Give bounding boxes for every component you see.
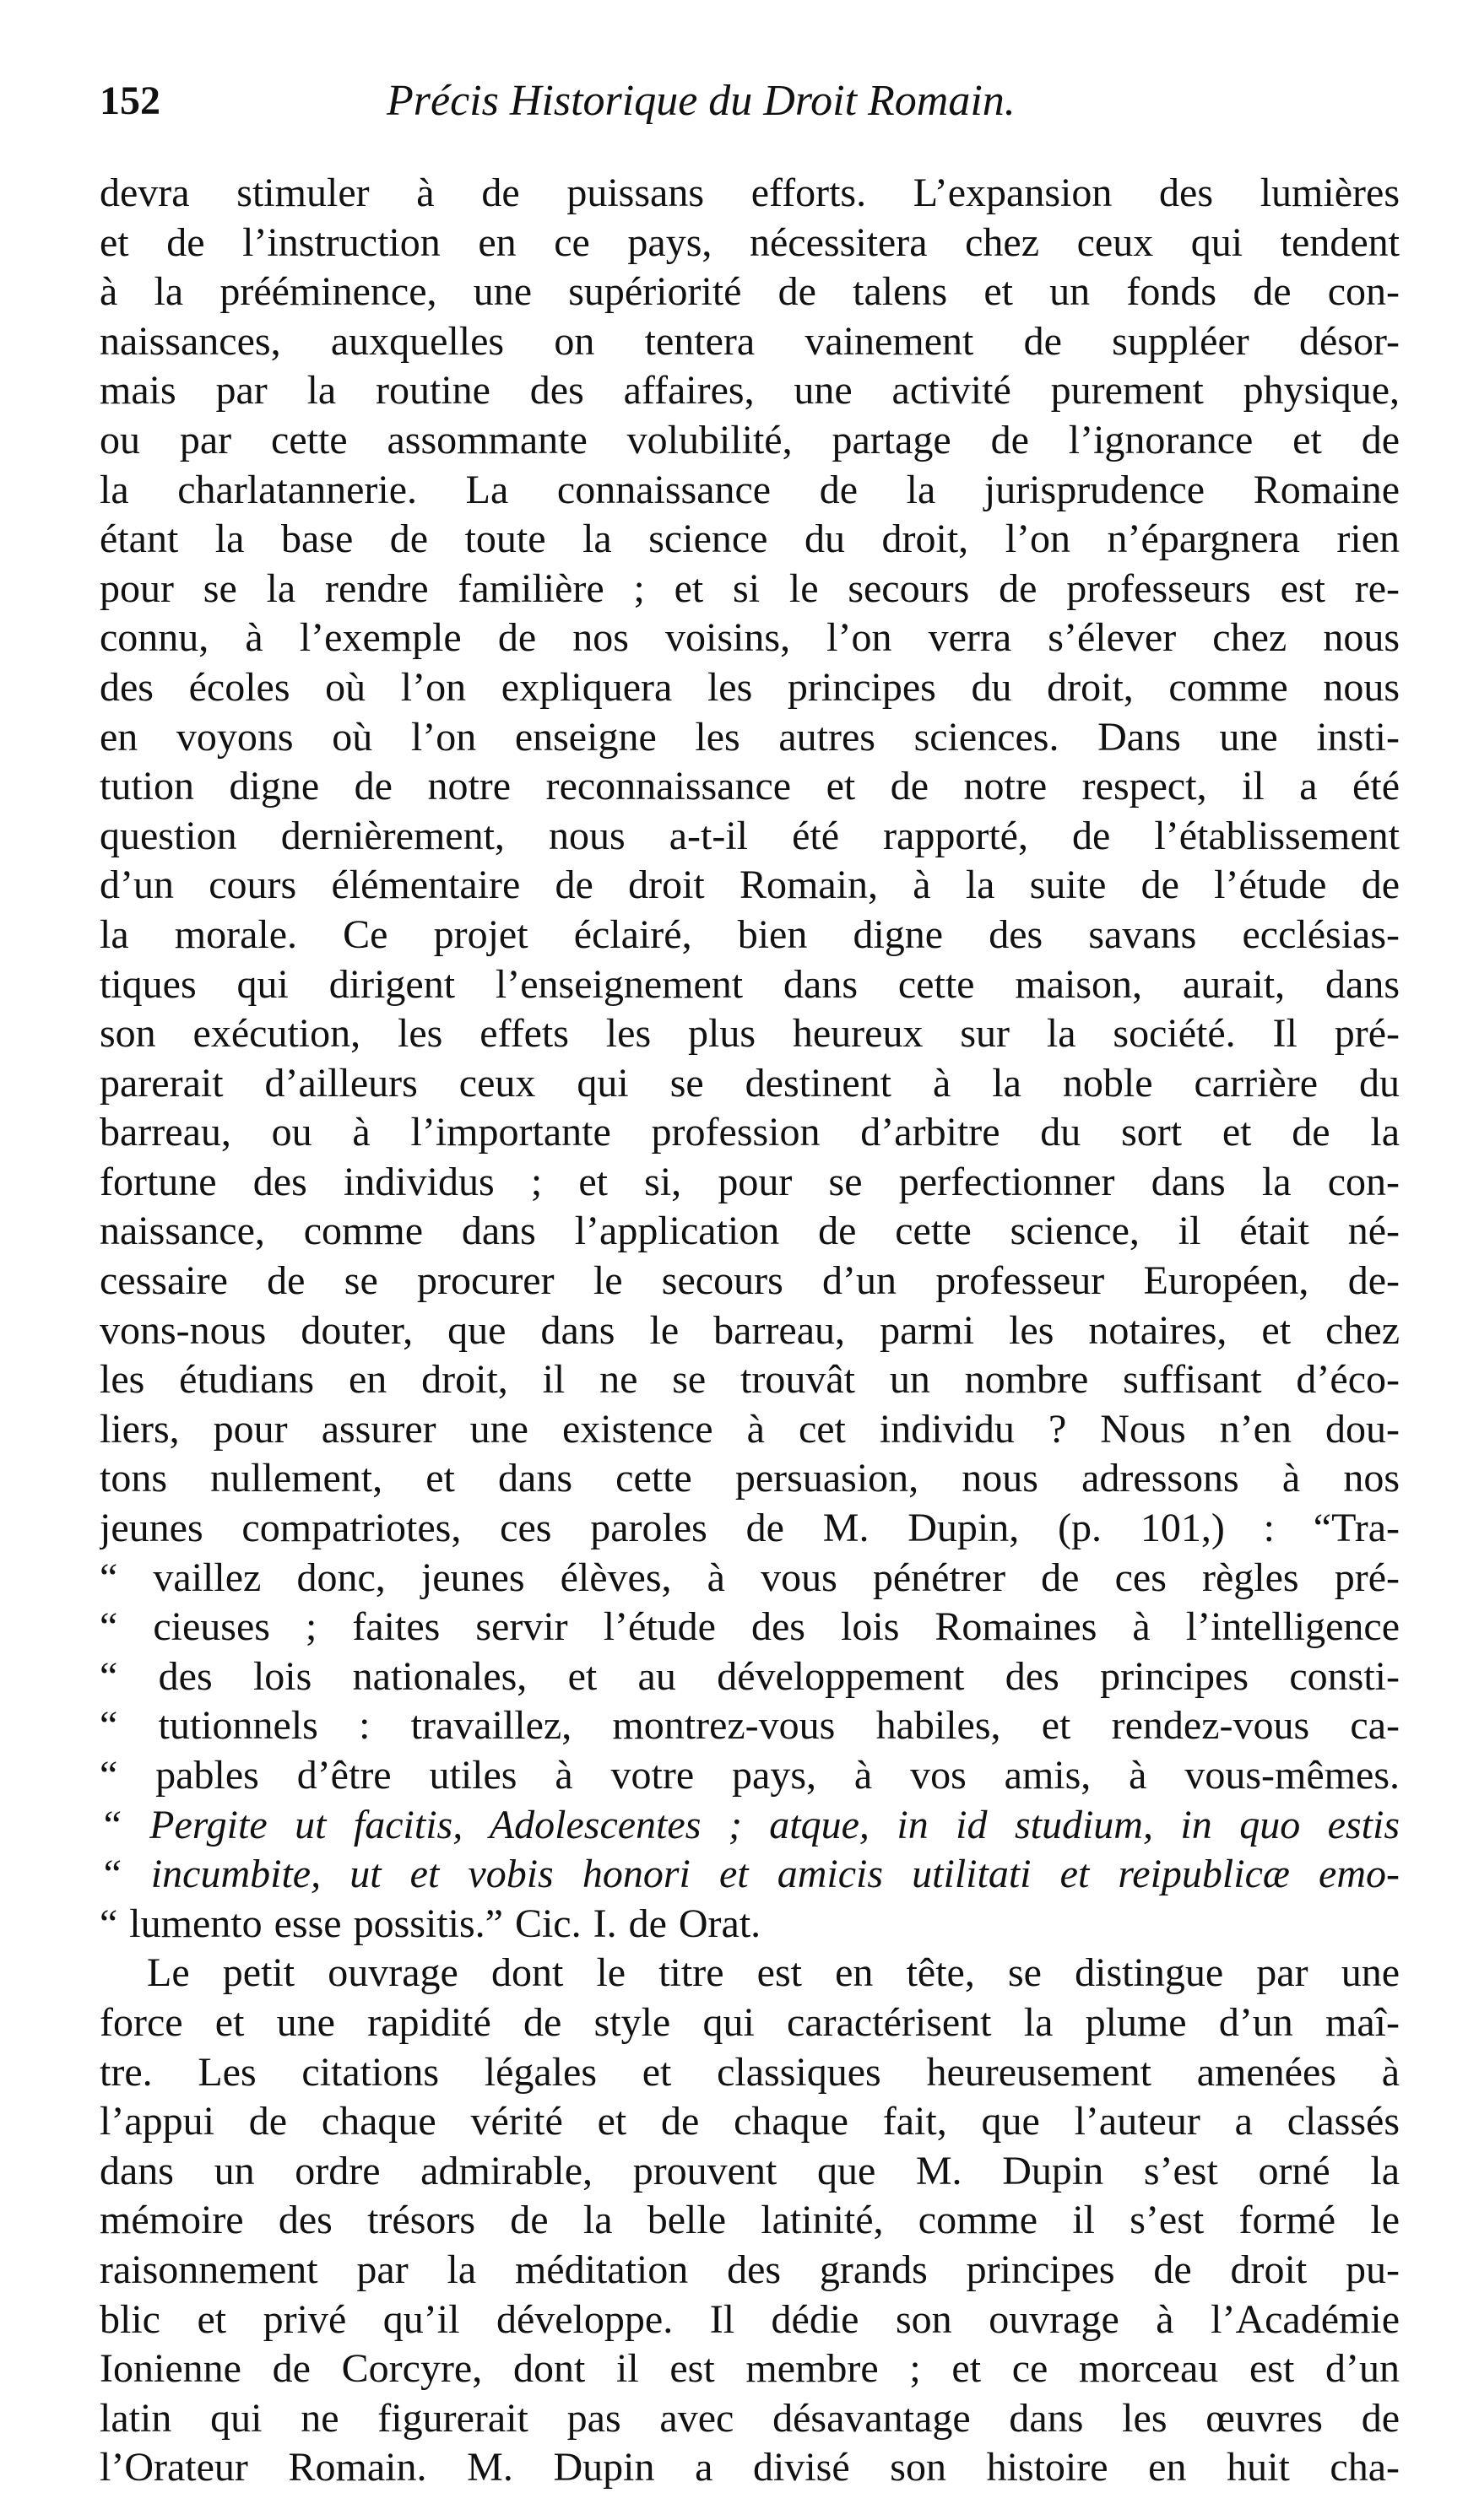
text-line: mémoire des trésors de la belle latinité, comme il s’est formé le: [100, 2198, 1400, 2243]
text-line: latin qui ne figurerait pas avec désavantage dans les œuvres de: [100, 2395, 1400, 2441]
text-line: connu, à l’exemple de nos voisins, l’on verra s’élever chez nous: [100, 615, 1400, 661]
text-line: l’Orateur Romain. M. Dupin a divisé son histoire en huit cha-: [100, 2445, 1400, 2490]
text-line: ou par cette assommante volubilité, partage de l’ignorance et de: [100, 417, 1400, 462]
text-line: tiques qui dirigent l’enseignement dans cette maison, aurait, dans: [100, 961, 1400, 1007]
text-line: jeunes compatriotes, ces paroles de M. Dupin, (p. 101,) : “Tra-: [100, 1506, 1400, 1551]
text-line: en voyons où l’on enseigne les autres sciences. Dans une insti-: [100, 714, 1400, 760]
text-line: fortune des individus ; et si, pour se perfectionner dans la con-: [100, 1159, 1400, 1204]
text-line: “ pables d’être utiles à votre pays, à vos amis, à vous-mêmes.: [100, 1753, 1400, 1798]
page-header: [100, 68, 1400, 135]
text-line: blic et privé qu’il développe. Il dédie son ouvrage à l’Académie: [100, 2296, 1400, 2342]
text-line: la morale. Ce projet éclairé, bien digne des savans ecclésias-: [100, 911, 1400, 957]
text-line: naissances, auxquelles on tentera vainement de suppléer désor-: [100, 318, 1400, 364]
text-line: liers, pour assurer une existence à cet individu ? Nous n’en dou-: [100, 1406, 1400, 1452]
latin-quote-line: “ incumbite, ut et vobis honori et amicis utilitati et reipublicæ emo-: [100, 1852, 1400, 1897]
text-line: et de l’instruction en ce pays, nécessitera chez ceux qui tendent: [100, 219, 1400, 265]
text-line: “ des lois nationales, et au développement des principes consti-: [100, 1653, 1400, 1699]
body-text: [100, 169, 1400, 2493]
text-line: tre. Les citations légales et classiques heureusement amenées à: [100, 2049, 1400, 2095]
text-line: des écoles où l’on expliquera les principes du droit, comme nous: [100, 664, 1400, 710]
text-line: cessaire de se procurer le secours d’un professeur Européen, de-: [100, 1258, 1400, 1304]
latin-quote-line: “ lumento esse possitis.” Cic. I. de Orat.: [100, 1901, 761, 1946]
text-line: “ vaillez donc, jeunes élèves, à vous pénétrer de ces règles pré-: [100, 1555, 1400, 1600]
latin-quote-line: “ Pergite ut facitis, Adolescentes ; atque, in id studium, in quo estis: [100, 1802, 1400, 1847]
text-line: barreau, ou à l’importante profession d’arbitre du sort et de la: [100, 1110, 1400, 1155]
text-line: “ cieuses ; faites servir l’étude des lois Romaines à l’intelligence: [100, 1604, 1400, 1650]
text-line: la charlatannerie. La connaissance de la jurisprudence Romaine: [100, 467, 1400, 512]
text-line: dans un ordre admirable, prouvent que M. Dupin s’est orné la: [100, 2148, 1400, 2193]
text-line: force et une rapidité de style qui caractérisent la plume d’un maî-: [100, 1999, 1400, 2045]
text-line: tution digne de notre reconnaissance et de notre respect, il a été: [100, 764, 1400, 809]
running-title: Précis Historique du Droit Romain.: [387, 77, 1016, 125]
text-line: tons nullement, et dans cette persuasion, nous adressons à nos: [100, 1456, 1400, 1501]
text-line: d’un cours élémentaire de droit Romain, à la suite de l’étude de: [100, 863, 1400, 908]
text-line: raisonnement par la méditation des grands principes de droit pu-: [100, 2247, 1400, 2292]
text-line: question dernièrement, nous a-t-il été rapporté, de l’établissement: [100, 813, 1400, 858]
text-line: les étudians en droit, il ne se trouvât un nombre suffisant d’éco-: [100, 1357, 1400, 1403]
text-line: étant la base de toute la science du droit, l’on n’épargnera rien: [100, 516, 1400, 562]
text-line: pour se la rendre familière ; et si le secours de professeurs est re-: [100, 565, 1400, 611]
text-line: Ionienne de Corcyre, dont il est membre ; et ce morceau est d’un: [100, 2346, 1400, 2392]
text-line: mais par la routine des affaires, une activité purement physique,: [100, 368, 1400, 414]
text-line: “ tutionnels : travaillez, montrez-vous habiles, et rendez-vous ca-: [100, 1703, 1400, 1749]
text-line: devra stimuler à de puissans efforts. L’expansion des lumières: [100, 170, 1400, 215]
text-line: vons-nous douter, que dans le barreau, parmi les notaires, et chez: [100, 1307, 1400, 1353]
text-line: parerait d’ailleurs ceux qui se destinent à la noble carrière du: [100, 1060, 1400, 1106]
text-line: Le petit ouvrage dont le titre est en tête, se distingue par une: [147, 1950, 1400, 1996]
text-line: son exécution, les effets les plus heureux sur la société. Il pré-: [100, 1011, 1400, 1057]
page-number: 152: [100, 78, 160, 123]
text-line: à la prééminence, une supériorité de talens et un fonds de con-: [100, 269, 1400, 315]
text-line: l’appui de chaque vérité et de chaque fait, que l’auteur a classés: [100, 2099, 1400, 2144]
text-line: naissance, comme dans l’application de cette science, il était né-: [100, 1209, 1400, 1254]
